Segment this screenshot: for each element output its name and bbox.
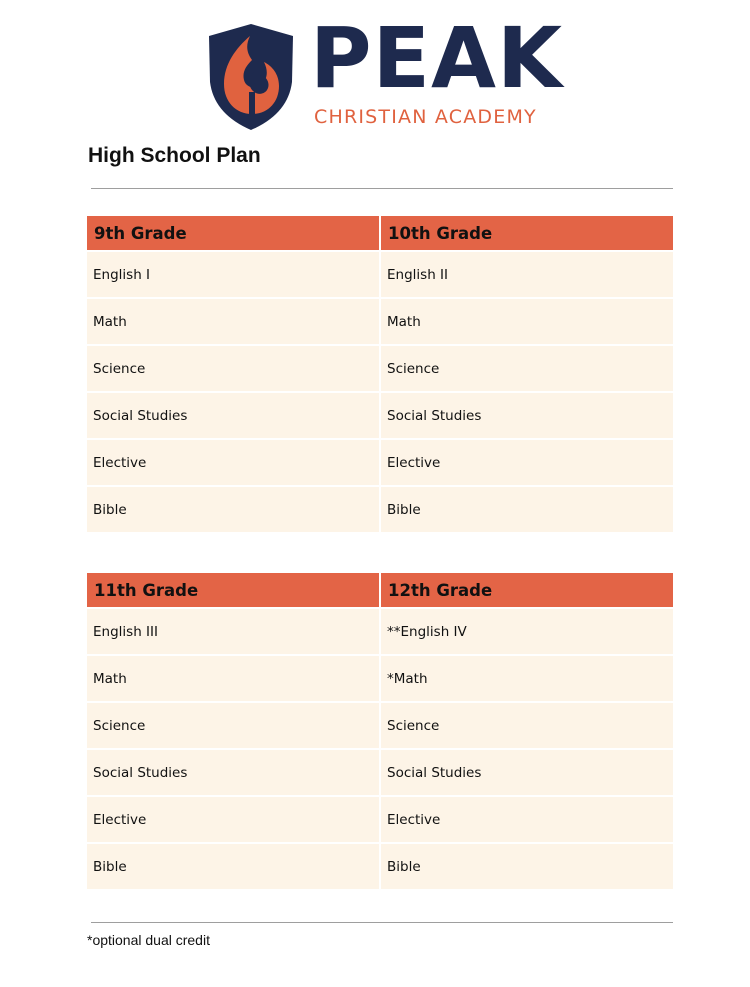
course-cell: English II (381, 252, 673, 299)
table-row (87, 750, 673, 797)
course-cell: Elective (381, 440, 673, 487)
course-cell: Social Studies (381, 393, 673, 440)
course-cell: Social Studies (381, 750, 673, 797)
course-cell: Bible (381, 844, 673, 891)
table-row (87, 487, 673, 534)
course-cell: Social Studies (87, 750, 379, 797)
course-cell: English III (87, 609, 379, 656)
course-cell: Science (381, 346, 673, 393)
grade-table-11-12 (85, 573, 675, 891)
table-row (87, 703, 673, 750)
top-divider (91, 188, 673, 189)
school-logo (206, 9, 564, 134)
table-header-row (87, 573, 673, 609)
bottom-divider (91, 922, 673, 923)
page-title: High School Plan (88, 144, 261, 167)
table-row (87, 440, 673, 487)
grade-header: 10th Grade (381, 216, 673, 252)
grade-table-9-10 (85, 216, 675, 534)
table-row (87, 797, 673, 844)
course-cell: Science (87, 346, 379, 393)
course-cell: Math (87, 299, 379, 346)
table-row (87, 252, 673, 299)
grade-header: 11th Grade (87, 573, 379, 609)
table-header-row (87, 216, 673, 252)
course-cell: Bible (381, 487, 673, 534)
course-cell: Elective (87, 797, 379, 844)
course-cell: Science (381, 703, 673, 750)
course-cell: English I (87, 252, 379, 299)
course-cell: Elective (87, 440, 379, 487)
grade-header: 12th Grade (381, 573, 673, 609)
table-row (87, 844, 673, 891)
flame-shield-icon (206, 22, 296, 132)
logo-subtitle: CHRISTIAN ACADEMY (314, 106, 537, 128)
course-cell: Bible (87, 844, 379, 891)
table-row (87, 609, 673, 656)
course-cell: Math (381, 299, 673, 346)
logo-wordmark: PEAK (310, 9, 564, 107)
course-cell: **English IV (381, 609, 673, 656)
footnote: *optional dual credit (87, 932, 210, 948)
course-cell: Science (87, 703, 379, 750)
table-row (87, 656, 673, 703)
course-cell: Bible (87, 487, 379, 534)
table-row (87, 299, 673, 346)
table-row (87, 346, 673, 393)
course-cell: Elective (381, 797, 673, 844)
course-cell: Math (87, 656, 379, 703)
table-row (87, 393, 673, 440)
grade-header: 9th Grade (87, 216, 379, 252)
course-cell: Social Studies (87, 393, 379, 440)
course-cell: *Math (381, 656, 673, 703)
